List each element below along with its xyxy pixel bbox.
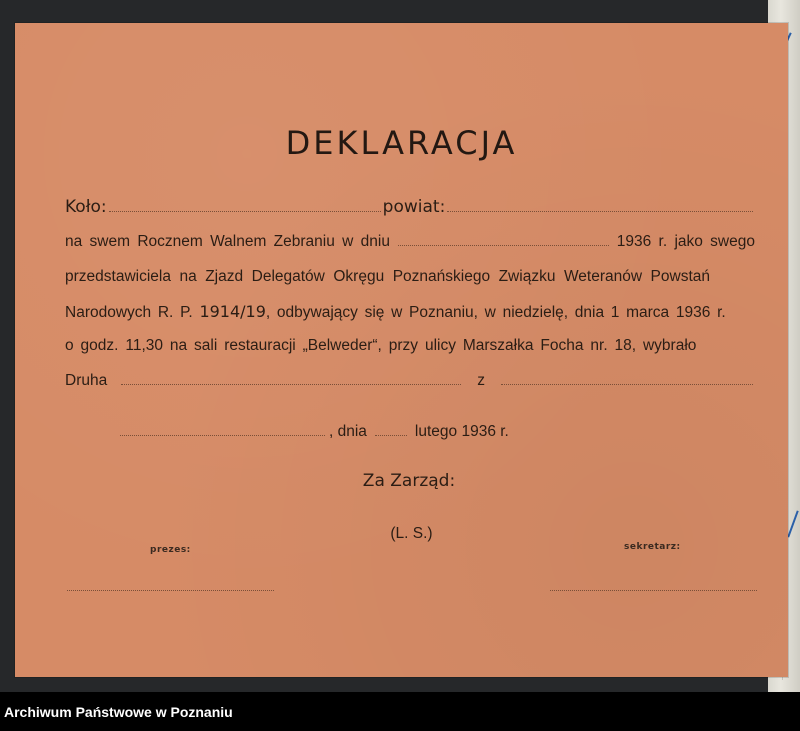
druha-origin-field[interactable] [501, 384, 753, 385]
month-year-text: lutego 1936 r. [414, 423, 509, 440]
document-title: DEKLARACJA [285, 124, 518, 162]
event-prefix: Narodowych R. P. [65, 304, 193, 321]
druha-name-field[interactable] [121, 384, 461, 385]
prezes-signature-field[interactable] [67, 590, 274, 591]
kolo-label: Koło: [65, 197, 107, 217]
declaration-form [15, 23, 788, 677]
meeting-year-text: 1936 r. jako swego [616, 233, 755, 250]
kolo-powiat-line [65, 197, 755, 217]
date-line [118, 423, 509, 441]
sekretarz-label: sekretarz: [624, 542, 681, 552]
dnia-label: , dnia [329, 423, 367, 440]
z-label: z [477, 372, 485, 389]
sekretarz-signature-field[interactable] [550, 590, 757, 591]
event-suffix: , odbywający się w Poznaniu, w niedzielę, dnia 1 marca 1936 r. [265, 304, 726, 321]
meeting-line [65, 233, 755, 251]
footer-bar [0, 692, 800, 731]
druha-line [65, 372, 755, 390]
event-line [65, 302, 755, 322]
powiat-field[interactable] [447, 211, 753, 212]
day-field[interactable] [375, 435, 407, 436]
venue-line: o godz. 11,30 na sali restauracji „Belweder“, przy ulicy Marszałka Focha nr. 18, wybrało [65, 337, 697, 354]
archive-name: Archiwum Państwowe w Poznaniu [4, 704, 233, 720]
powiat-label: powiat: [382, 197, 446, 217]
event-years: 1914/19 [199, 302, 266, 321]
meeting-date-field[interactable] [398, 245, 609, 246]
board-heading: Za Zarząd: [362, 471, 456, 491]
place-field[interactable] [120, 435, 325, 436]
meeting-text: na swem Rocznem Walnem Zebraniu w dniu [65, 233, 390, 250]
representative-line: przedstawiciela na Zjazd Delegatów Okręgu Poznańskiego Związku Weteranów Powstań [65, 268, 711, 285]
kolo-field[interactable] [109, 211, 381, 212]
ink-mark [787, 511, 798, 538]
seal-placeholder: (L. S.) [390, 525, 433, 542]
druha-label: Druha [65, 372, 108, 389]
prezes-label: prezes: [150, 545, 191, 555]
